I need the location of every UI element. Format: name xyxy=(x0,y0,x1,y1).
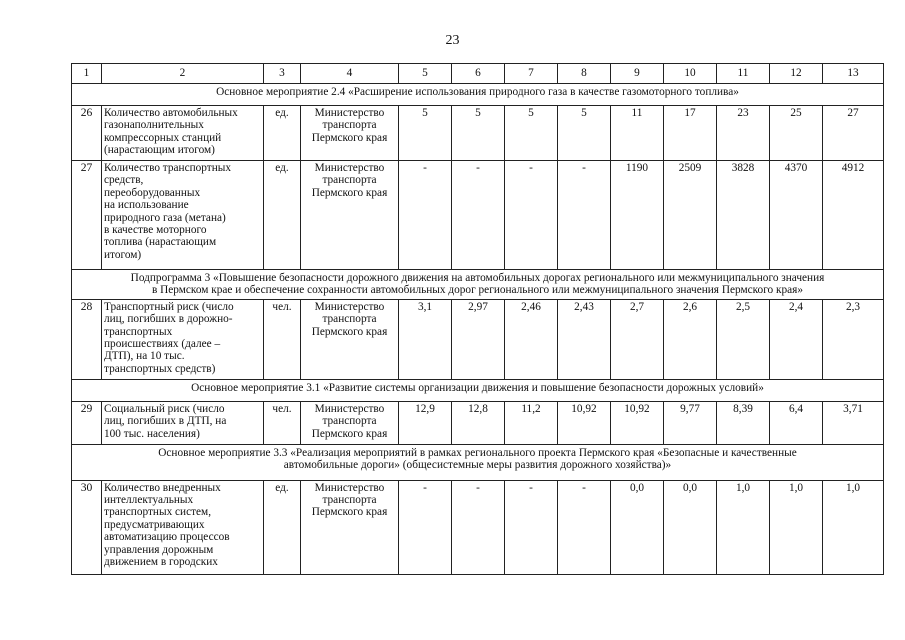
value-cell: 5 xyxy=(399,106,452,161)
value-cell: 0,0 xyxy=(611,480,664,574)
value-cell: 5 xyxy=(452,106,505,161)
table-row xyxy=(72,106,884,161)
value-cell: 25 xyxy=(770,106,823,161)
column-header: 8 xyxy=(558,64,611,84)
value-cell: 2,4 xyxy=(770,299,823,379)
value-cell: 2,3 xyxy=(823,299,884,379)
value-cell: 2,43 xyxy=(558,299,611,379)
text-line: Министерство xyxy=(314,300,385,313)
value-cell: 4370 xyxy=(770,161,823,270)
text-line: автомобильные дороги» (общесистемные меры развития дорожного хозяйства)» xyxy=(283,459,672,472)
indicators-table xyxy=(71,63,884,575)
text-line: Министерство xyxy=(314,481,385,494)
text-line: Министерство xyxy=(314,107,385,119)
indicator-name xyxy=(102,299,264,379)
value-cell: 6,4 xyxy=(770,401,823,444)
text-line: транспорта xyxy=(322,119,377,132)
section-title-3-3 xyxy=(72,444,884,480)
text-line: лиц, погибших в дорожно- xyxy=(104,313,233,326)
value-cell: 2,7 xyxy=(611,299,664,379)
executor-cell xyxy=(301,106,399,161)
text-line: Министерство xyxy=(314,402,385,415)
text-line: (нарастающим итогом) xyxy=(104,144,215,157)
text-line: транспорта xyxy=(322,415,377,428)
text-line: транспортных средств) xyxy=(104,362,216,375)
text-line: Подпрограмма 3 «Повышение безопасности дорожного движения на автомобильных дорогах регионального или межмуниципального значения xyxy=(130,272,825,284)
text-line: Количество транспортных xyxy=(104,162,232,174)
column-header: 1 xyxy=(72,64,102,84)
value-cell: 5 xyxy=(558,106,611,161)
value-cell: 2,5 xyxy=(717,299,770,379)
value-cell: 0,0 xyxy=(664,480,717,574)
value-cell: 2,97 xyxy=(452,299,505,379)
value-cell: 23 xyxy=(717,106,770,161)
text-line: управления дорожным xyxy=(104,543,214,556)
section-row xyxy=(72,444,884,480)
column-header: 4 xyxy=(301,64,399,84)
text-line: интеллектуальных xyxy=(104,494,194,507)
text-line: транспорта xyxy=(322,494,377,507)
value-cell: - xyxy=(505,480,558,574)
value-cell: 9,77 xyxy=(664,401,717,444)
text-line: автоматизацию процессов xyxy=(104,531,230,544)
text-line: ДТП), на 10 тыс. xyxy=(104,350,185,363)
text-line: в качестве моторного xyxy=(104,224,207,237)
value-cell: 1,0 xyxy=(823,480,884,574)
text-line: Социальный риск (число xyxy=(104,402,225,415)
row-number: 29 xyxy=(72,401,102,444)
value-cell: - xyxy=(452,161,505,270)
value-cell: 2,6 xyxy=(664,299,717,379)
unit-cell: ед. xyxy=(264,106,301,161)
text-line: итогом) xyxy=(104,248,142,261)
text-line: компрессорных станций xyxy=(104,131,222,144)
value-cell: 12,9 xyxy=(399,401,452,444)
text-line: Пермского края xyxy=(311,427,388,440)
value-cell: 1190 xyxy=(611,161,664,270)
subprogram-3-title xyxy=(72,270,884,300)
executor-cell xyxy=(301,401,399,444)
row-number: 26 xyxy=(72,106,102,161)
section-row xyxy=(72,84,884,106)
value-cell: - xyxy=(505,161,558,270)
column-header: 7 xyxy=(505,64,558,84)
value-cell: 10,92 xyxy=(611,401,664,444)
row-number: 27 xyxy=(72,161,102,270)
value-cell: 17 xyxy=(664,106,717,161)
section-row xyxy=(72,379,884,401)
column-header: 2 xyxy=(102,64,264,84)
text-line: Количество автомобильных xyxy=(104,107,238,119)
unit-cell: чел. xyxy=(264,401,301,444)
text-line: топлива (нарастающим xyxy=(104,236,217,249)
value-cell: - xyxy=(452,480,505,574)
page-number: 23 xyxy=(445,33,460,48)
text-line: Пермского края xyxy=(311,506,388,519)
text-line: лиц, погибших в ДТП, на xyxy=(104,415,227,428)
indicator-name xyxy=(102,161,264,270)
value-cell: - xyxy=(399,161,452,270)
executor-cell xyxy=(301,299,399,379)
value-cell: 12,8 xyxy=(452,401,505,444)
column-header: 6 xyxy=(452,64,505,84)
value-cell: - xyxy=(399,480,452,574)
value-cell: - xyxy=(558,480,611,574)
text-line: Пермского края xyxy=(311,325,388,338)
text-line: Пермского края xyxy=(311,131,388,144)
indicator-name xyxy=(102,401,264,444)
indicator-name xyxy=(102,106,264,161)
value-cell: 2,46 xyxy=(505,299,558,379)
column-header: 12 xyxy=(770,64,823,84)
table-row xyxy=(72,161,884,270)
text-line: предусматривающих xyxy=(104,518,205,531)
text-line: происшествиях (далее – xyxy=(104,338,221,351)
executor-cell xyxy=(301,161,399,270)
text-line: транспортных систем, xyxy=(104,506,212,519)
text-line: 100 тыс. населения) xyxy=(104,427,200,440)
unit-cell: ед. xyxy=(264,480,301,574)
table-row xyxy=(72,299,884,379)
table-header-row xyxy=(72,64,884,84)
executor-cell xyxy=(301,480,399,574)
text-line: Министерство xyxy=(314,162,385,174)
text-line: газонаполнительных xyxy=(104,119,204,132)
row-number: 30 xyxy=(72,480,102,574)
text-line: Транспортный риск (число xyxy=(104,300,234,313)
unit-cell: чел. xyxy=(264,299,301,379)
table-row xyxy=(72,480,884,574)
value-cell: 1,0 xyxy=(770,480,823,574)
text-line: движением в городских xyxy=(104,556,218,569)
unit-cell: ед. xyxy=(264,161,301,270)
section-title-2-4: Основное мероприятие 2.4 «Расширение использования природного газа в качестве газомоторного топлива» xyxy=(72,84,884,106)
column-header: 11 xyxy=(717,64,770,84)
text-line: Пермского края xyxy=(311,186,388,199)
value-cell: 3828 xyxy=(717,161,770,270)
text-line: Основное мероприятие 3.3 «Реализация мероприятий в рамках регионального проекта Пермского края «Безопасные и качественные xyxy=(158,446,797,459)
row-number: 28 xyxy=(72,299,102,379)
value-cell: 27 xyxy=(823,106,884,161)
value-cell: 10,92 xyxy=(558,401,611,444)
value-cell: 11 xyxy=(611,106,664,161)
value-cell: 3,1 xyxy=(399,299,452,379)
text-line: транспортных xyxy=(104,325,173,338)
value-cell: 4912 xyxy=(823,161,884,270)
text-line: транспорта xyxy=(322,313,377,326)
text-line: природного газа (метана) xyxy=(104,211,226,224)
value-cell: 2509 xyxy=(664,161,717,270)
text-line: в Пермском крае и обеспечение сохранности автомобильных дорог регионального или межмуниципального значения Пермского края» xyxy=(151,284,804,297)
value-cell: 5 xyxy=(505,106,558,161)
value-cell: 1,0 xyxy=(717,480,770,574)
value-cell: 8,39 xyxy=(717,401,770,444)
table-row xyxy=(72,401,884,444)
value-cell: - xyxy=(558,161,611,270)
indicator-name xyxy=(102,480,264,574)
column-header: 13 xyxy=(823,64,884,84)
text-line: переоборудованных xyxy=(104,186,201,199)
column-header: 5 xyxy=(399,64,452,84)
section-row xyxy=(72,270,884,300)
column-header: 9 xyxy=(611,64,664,84)
text-line: на использование xyxy=(104,199,189,212)
section-title-3-1: Основное мероприятие 3.1 «Развитие системы организации движения и повышение безопасности дорожных условий» xyxy=(72,379,884,401)
text-line: транспорта xyxy=(322,174,377,187)
value-cell: 3,71 xyxy=(823,401,884,444)
column-header: 10 xyxy=(664,64,717,84)
text-line: средств, xyxy=(104,174,144,187)
column-header: 3 xyxy=(264,64,301,84)
text-line: Количество внедренных xyxy=(104,481,221,494)
value-cell: 11,2 xyxy=(505,401,558,444)
